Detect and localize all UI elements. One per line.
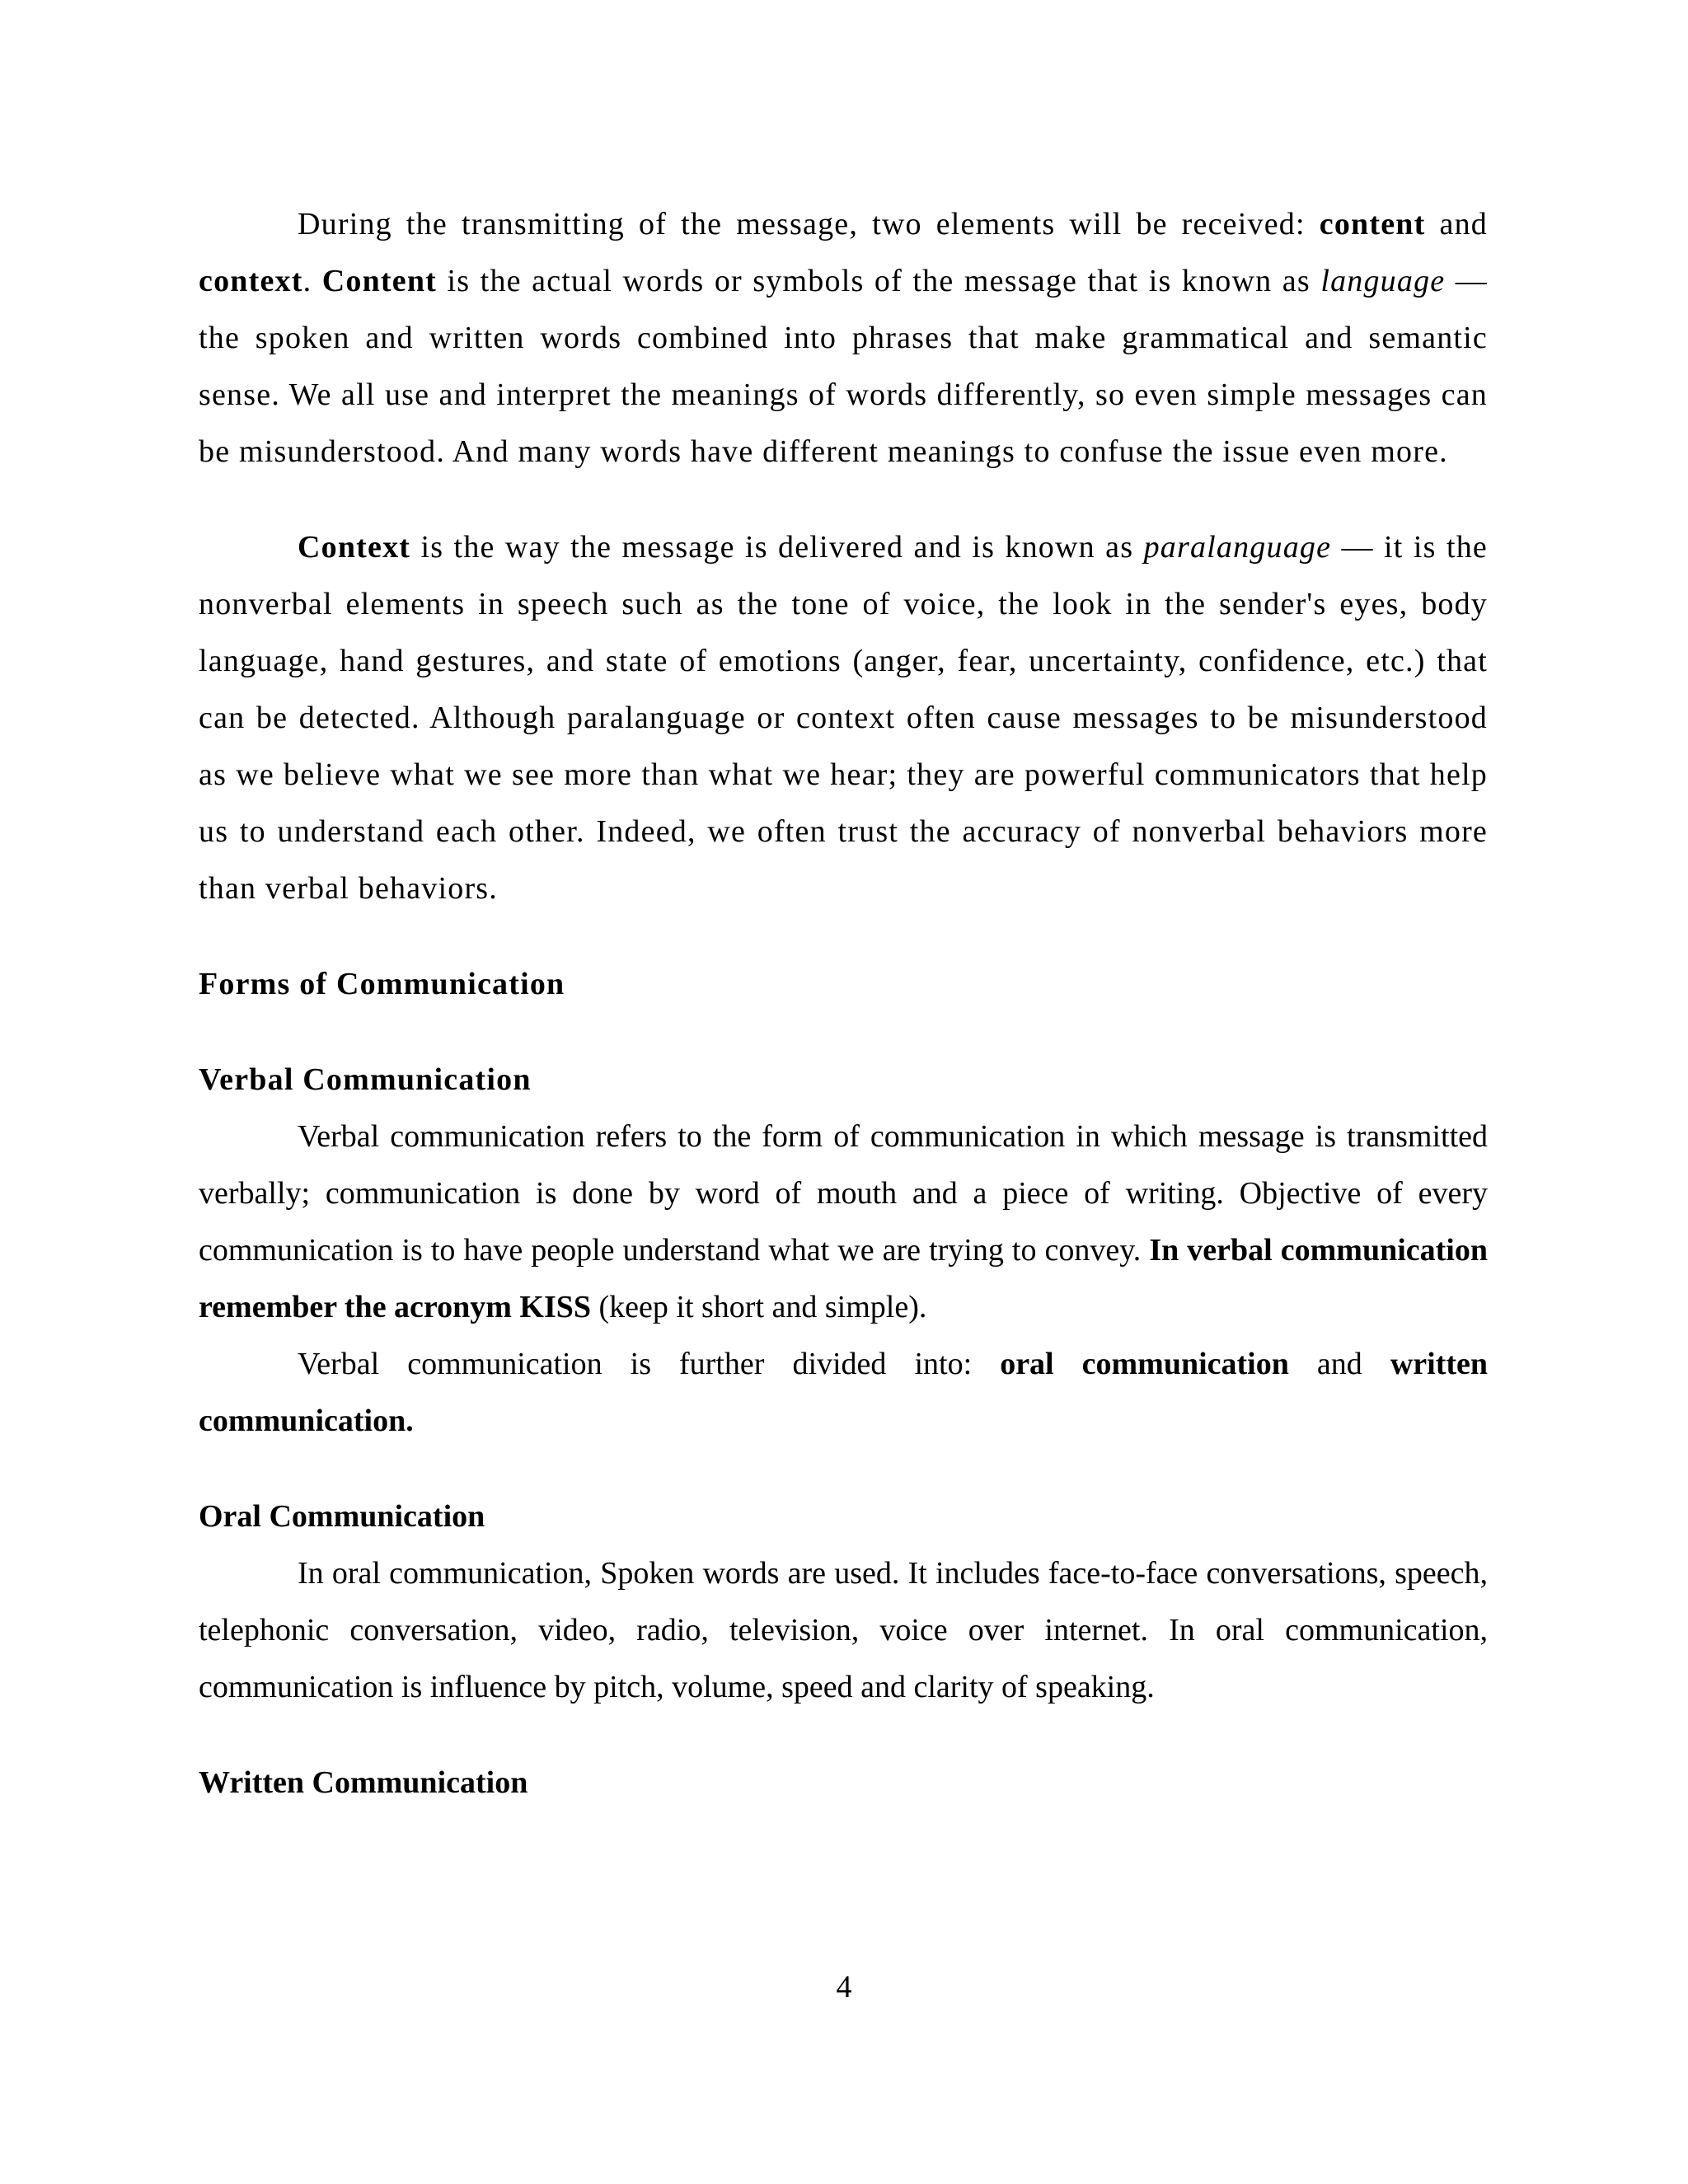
page-number: 4 — [836, 1970, 852, 2004]
text-run: — the spoken and written words combined into phrases that make grammatical and semantic sense. We all use and interpret the meanings of words differently, so even simple messages can be misunderstood. And many words have different meanings to confuse the issue even more. — [199, 264, 1488, 469]
heading-written-communication: Written Communication — [199, 1765, 528, 1800]
text-run: is the way the message is delivered and is known as — [410, 530, 1144, 565]
bold-kiss-statement: In verbal communication remember the acronym KISS — [199, 1233, 1488, 1324]
paragraph-verbal-definition — [199, 1108, 1488, 1336]
text-run: During the transmitting of the message, two elements will be received: — [298, 207, 1320, 241]
paragraph-oral-communication: In oral communication, Spoken words are used. It includes face-to-face conversations, speech, telephonic conversation, video, radio, television, voice over internet. In oral communication, communication is influence by pitch, volume, speed and clarity of speaking. — [199, 1556, 1488, 1704]
text-run: . — [302, 264, 322, 298]
bold-term-context: context — [199, 264, 303, 298]
bold-term-content: Content — [321, 264, 438, 298]
heading-verbal-communication: Verbal Communication — [199, 1062, 532, 1097]
text-run: Verbal communication is further divided into: — [298, 1347, 1001, 1381]
text-run: and — [1425, 207, 1488, 241]
text-run: Verbal communication refers to the form of communication in which message is transmitted verbally; communication is done by word of mouth and a piece of writing. Objective of every communication is to have people understand what we are trying to convey. — [199, 1119, 1488, 1268]
bold-term-context: Context — [298, 530, 411, 565]
text-run: and — [1288, 1347, 1390, 1381]
bold-term-content: content — [1319, 207, 1426, 241]
paragraph-content-context — [199, 196, 1488, 480]
text-run: (keep it short and simple). — [591, 1290, 927, 1324]
text-run: is the actual words or symbols of the message that is known as — [437, 264, 1321, 298]
bold-term-written-communication: written communication. — [199, 1347, 1489, 1438]
italic-term-language: language — [1320, 264, 1446, 298]
heading-oral-communication: Oral Communication — [199, 1499, 485, 1534]
paragraph-context-paralanguage — [199, 519, 1488, 917]
italic-term-paralanguage: paralanguage — [1143, 530, 1332, 565]
heading-forms-of-communication: Forms of Communication — [199, 967, 565, 1001]
paragraph-verbal-division — [199, 1336, 1488, 1450]
text-run: — it is the nonverbal elements in speech such as the tone of voice, the look in the sender's eyes, body language, hand gestures, and state of emotions (anger, fear, uncertainty, confidence, etc.) that can be detected. Although paralanguage or context often cause messages to be misunderstood as we believe what we see more than what we hear; they are powerful communicators that help us to understand each other. Indeed, we often trust the accuracy of nonverbal behaviors more than verbal behaviors. — [199, 530, 1488, 906]
bold-term-oral-communication: oral communication — [1000, 1347, 1289, 1381]
page-body — [199, 196, 1488, 1811]
